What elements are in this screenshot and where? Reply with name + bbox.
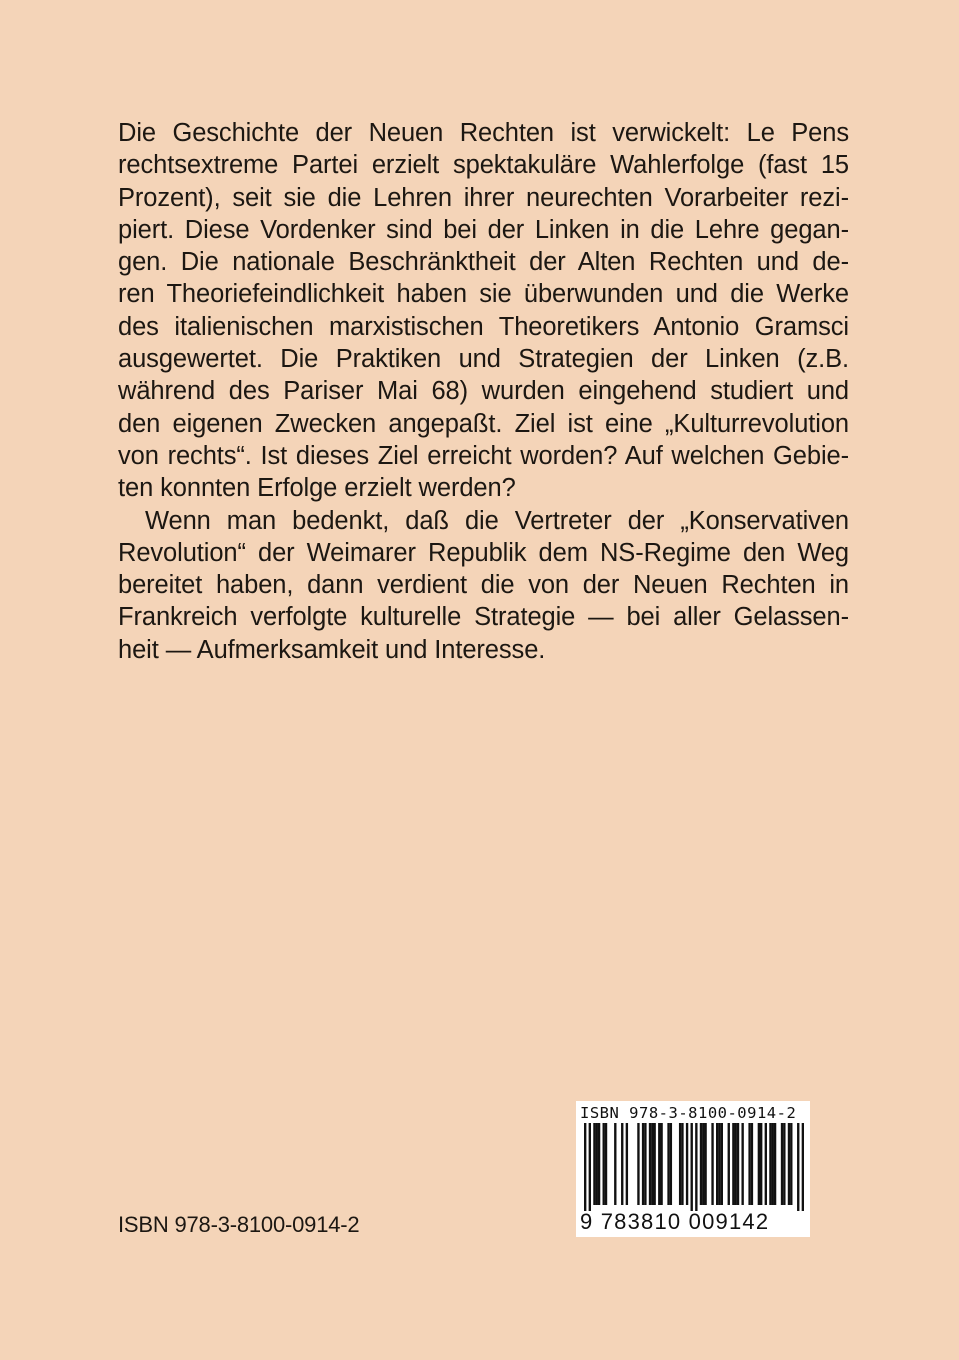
barcode-bar (788, 1123, 790, 1205)
barcode-bar (748, 1123, 750, 1205)
barcode-bar (721, 1123, 723, 1205)
barcode-digits: 9 783810 009142 (580, 1209, 770, 1234)
barcode-bar (758, 1123, 760, 1205)
text-line: ren Theoriefeindlichkeit haben sie überwunden und die Werke (118, 280, 849, 309)
barcode-bar (772, 1123, 774, 1205)
barcode-bar (605, 1123, 607, 1205)
text-line: ausgewertet. Die Praktiken und Strategien der Linken (z.B. (118, 345, 849, 374)
barcode-bar (653, 1123, 655, 1205)
barcode-bar (637, 1123, 639, 1205)
barcode-bar (781, 1123, 783, 1205)
text-line: bereitet haben, dann verdient die von der Neuen Rechten in (118, 571, 849, 600)
barcode-bar (760, 1123, 762, 1205)
barcode-bar (593, 1123, 595, 1205)
text-line: Prozent), seit sie die Lehren ihrer neurechten Vorarbeiter rezi- (118, 183, 849, 212)
barcode-bar (649, 1123, 651, 1205)
text-line: Die Geschichte der Neuen Rechten ist verwickelt: Le Pens (118, 119, 849, 147)
barcode-bar (802, 1123, 804, 1211)
barcode-bar (704, 1123, 706, 1205)
barcode-bar (769, 1123, 771, 1205)
barcode-bar (621, 1123, 623, 1205)
barcode-bar (732, 1123, 734, 1205)
text-line: des italienischen marxistischen Theoretikers Antonio Gramsci (118, 312, 849, 341)
blurb-text (118, 117, 849, 666)
text-line: Wenn man bedenkt, daß die Vertreter der „Konservativen (145, 506, 849, 535)
barcode-bar (642, 1123, 644, 1205)
barcode-bar (735, 1123, 737, 1205)
text-line: während des Pariser Mai 68) wurden eingehend studiert und (118, 377, 849, 406)
text-line: gen. Die nationale Beschränktheit der Alten Rechten und de- (118, 248, 849, 277)
barcode-bar (728, 1123, 730, 1205)
barcode-bar (774, 1123, 776, 1205)
barcode-bar (626, 1123, 628, 1205)
text-line: Frankreich verfolgte kulturelle Strategie — bei aller Gelassen- (118, 603, 849, 632)
barcode-bar (700, 1123, 702, 1205)
barcode-bar (751, 1123, 753, 1205)
barcode-bar (711, 1123, 713, 1205)
barcode-bar (716, 1123, 718, 1205)
isbn-label: ISBN 978-3-8100-0914-2 (118, 1212, 360, 1237)
text-line: von rechts“. Ist dieses Ziel erreicht worden? Auf welchen Gebie- (118, 441, 849, 470)
blurb-paragraph-1 (118, 117, 849, 505)
barcode-bar (651, 1123, 653, 1205)
barcode-bar (679, 1123, 681, 1205)
barcode-bar (681, 1123, 683, 1205)
text-line: den eigenen Zwecken angepaßt. Ziel ist eine „Kulturrevolution (118, 409, 849, 438)
barcode-bar (702, 1123, 704, 1205)
barcode-bar (598, 1123, 600, 1205)
barcode-bar (686, 1123, 688, 1205)
text-line: piert. Diese Vordenker sind bei der Linken in die Lehre gegan- (118, 215, 849, 244)
barcode-bar (584, 1123, 586, 1211)
barcode-icon (584, 1123, 804, 1211)
barcode-bar (596, 1123, 598, 1205)
text-line: heit — Aufmerksamkeit und Interesse. (118, 635, 546, 664)
barcode-bar (589, 1123, 591, 1211)
text-line: Revolution“ der Weimarer Republik dem NS-Regime den Weg (118, 538, 849, 567)
text-line: ten konnten Erfolge erzielt werden? (118, 474, 516, 503)
barcode-bar (614, 1123, 616, 1205)
barcode-bar (737, 1123, 739, 1205)
barcode-bar (603, 1123, 605, 1205)
barcode-bar (718, 1123, 720, 1205)
barcode-bar (783, 1123, 785, 1205)
barcode-bar (790, 1123, 792, 1205)
blurb-paragraph-2 (118, 505, 849, 666)
barcode-bar (667, 1123, 669, 1205)
barcode-bar (658, 1123, 660, 1205)
barcode-bar (741, 1123, 743, 1205)
barcode-bar (695, 1123, 697, 1211)
barcode-box (576, 1101, 810, 1237)
text-line: rechtsextreme Partei erzielt spektakuläre Wahlerfolge (fast 15 (118, 151, 849, 180)
barcode-bar (797, 1123, 799, 1211)
barcode-bar (691, 1123, 693, 1211)
barcode-bar (660, 1123, 662, 1205)
barcode-bar (765, 1123, 767, 1205)
barcode-bar (670, 1123, 672, 1205)
barcode-bar (644, 1123, 646, 1205)
barcode-isbn-text: ISBN 978-3-8100-0914-2 (580, 1104, 797, 1122)
